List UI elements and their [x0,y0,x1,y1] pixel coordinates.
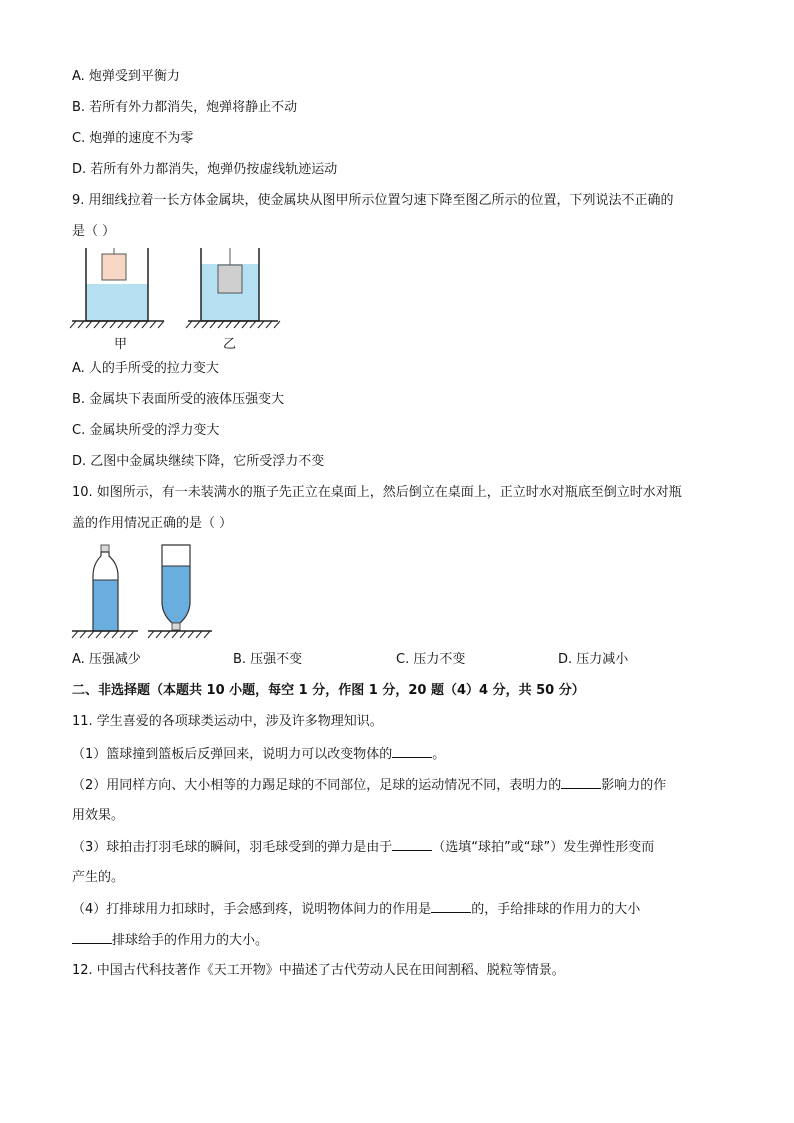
q11-part2-text-end: 影响力的作 [601,778,667,793]
q9-option-c: C. 金属块所受的浮力变大 [72,423,220,438]
q9-option-b: B. 金属块下表面所受的液体压强变大 [72,392,285,407]
answer-blank[interactable] [72,931,112,944]
q11-part4-text-end: 的，手给排球的作用力的大小 [471,902,641,917]
q11-part2 [72,776,666,795]
q11-part4-line2-text: 排球给手的作用力的大小。 [112,933,269,948]
beaker-jia [70,248,164,328]
q11-part2-text: （2）用同样方向、大小相等的力踢足球的不同部位，足球的运动情况不同，表明力的 [72,778,562,793]
q10-option-c: C. 压力不变 [396,652,466,667]
q10-option-b: B. 压强不变 [233,652,303,667]
q11-part1 [72,745,445,764]
answer-blank[interactable] [392,745,432,758]
q11-part4 [72,900,640,919]
q8-option-b: B. 若所有外力都消失，炮弹将静止不动 [72,100,298,115]
beaker-yi [186,248,280,328]
q11-part3-line2: 产生的。 [72,870,125,885]
bottle-inverted [162,545,190,630]
q10-figure [72,544,222,644]
q11-part4-text: （4）打排球用力扣球时，手会感到疼，说明物体间力的作用是 [72,902,432,917]
section-heading: 二、非选择题（本题共 10 小题，每空 1 分，作图 1 分，20 题（4）4 分，共 50 分） [72,683,585,698]
q11-part3 [72,838,654,857]
q11-part4-line2 [72,931,268,950]
q10-option-a: A. 压强减少 [72,652,141,667]
figure-label-jia: 甲 [114,337,128,352]
bottle-upright [93,545,118,631]
q8-option-a: A. 炮弹受到平衡力 [72,69,180,84]
answer-blank[interactable] [561,776,601,789]
q11-part3-text: （3）球拍击打羽毛球的瞬间，羽毛球受到的弹力是由于 [72,840,393,855]
q10-option-d: D. 压力减小 [558,652,629,667]
q9-option-d: D. 乙图中金属块继续下降，它所受浮力不变 [72,454,325,469]
answer-blank[interactable] [392,838,432,851]
q8-option-d: D. 若所有外力都消失，炮弹仍按虚线轨迹运动 [72,162,338,177]
q9-option-a: A. 人的手所受的拉力变大 [72,361,219,376]
q11-part2-line2: 用效果。 [72,808,125,823]
answer-blank[interactable] [431,900,471,913]
q10-stem-line1: 10. 如图所示，有一未装满水的瓶子先正立在桌面上，然后倒立在桌面上，正立时水对瓶底至倒立时水对瓶 [72,485,682,500]
q11-part1-text-end: 。 [432,747,446,762]
q8-option-c: C. 炮弹的速度不为零 [72,131,194,146]
q11-stem: 11. 学生喜爱的各项球类运动中，涉及许多物理知识。 [72,714,383,729]
q11-part3-text-end: （选填“球拍”或“球”）发生弹性形变而 [432,840,655,855]
q9-figure [70,248,310,338]
figure-label-yi: 乙 [223,337,237,352]
q12-stem: 12. 中国古代科技著作《天工开物》中描述了古代劳动人民在田间割稻、脱粒等情景。 [72,963,565,978]
q11-part1-text: （1）篮球撞到篮板后反弹回来，说明力可以改变物体的 [72,747,393,762]
q9-stem-line2: 是（ ） [72,224,116,239]
q9-stem-line1: 9. 用细线拉着一长方体金属块，使金属块从图甲所示位置匀速下降至图乙所示的位置，下列说法不正确的 [72,193,674,208]
q10-stem-line2: 盖的作用情况正确的是（ ） [72,516,233,531]
